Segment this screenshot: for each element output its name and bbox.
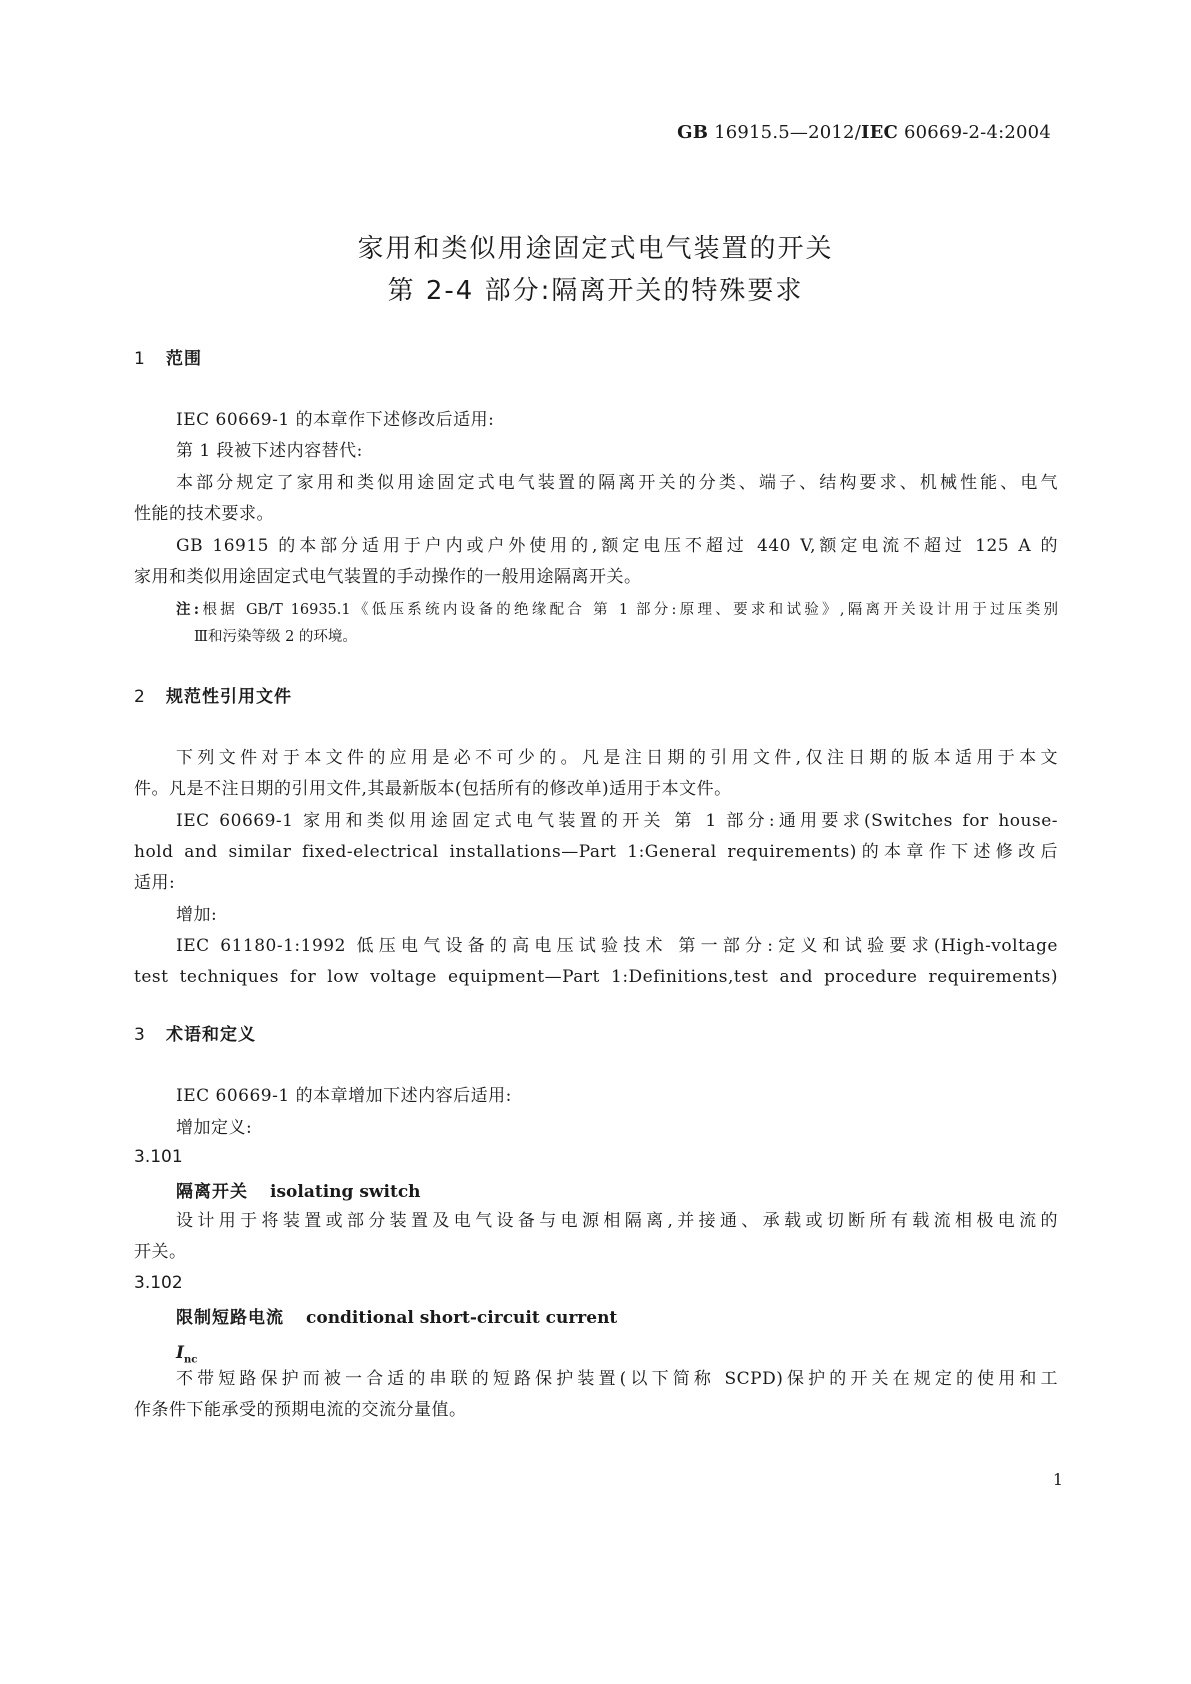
section-title: 范围	[166, 349, 202, 369]
term-en: isolating switch	[270, 1182, 421, 1202]
std-prefix: GB	[677, 122, 709, 143]
paragraph: IEC 60669-1 的本章作下述修改后适用:	[176, 410, 495, 430]
section-title: 术语和定义	[166, 1025, 256, 1045]
term-zh: 限制短路电流	[176, 1308, 284, 1328]
section-number: 2	[134, 687, 146, 707]
note-continuation: Ⅲ和污染等级 2 的环境。	[194, 629, 357, 645]
paragraph: 本部分规定了家用和类似用途固定式电气装置的隔离开关的分类、端子、结构要求、机械性能、电气	[176, 473, 1058, 493]
iec-prefix: IEC	[860, 122, 899, 143]
section-number: 1	[134, 349, 146, 369]
reference-entry: IEC 60669-1 家用和类似用途固定式电气装置的开关 第 1 部分:通用要求(Switches for house-	[176, 811, 1058, 831]
section-title: 规范性引用文件	[166, 687, 292, 707]
definition: 开关。	[134, 1242, 187, 1262]
clause-number: 3.102	[134, 1273, 183, 1293]
paragraph: 第 1 段被下述内容替代:	[176, 441, 363, 461]
reference-entry: hold and similar fixed-electrical installations—Part 1:General requirements)的本章作下述修改后	[134, 842, 1058, 862]
note	[176, 596, 1058, 624]
page-number: 1	[1052, 1470, 1063, 1489]
definition: 作条件下能承受的预期电流的交流分量值。	[134, 1400, 467, 1420]
term-heading	[176, 1177, 421, 1202]
definition: 不带短路保护而被一合适的串联的短路保护装置(以下简称 SCPD)保护的开关在规定的使用和工	[176, 1369, 1058, 1389]
reference-entry: test techniques for low voltage equipment—Part 1:Definitions,test and procedure requirements)	[134, 967, 1058, 987]
term-en: conditional short-circuit current	[306, 1308, 618, 1328]
paragraph: 性能的技术要求。	[134, 504, 274, 524]
iec-number: 60669-2-4:2004	[903, 122, 1051, 143]
paragraph: GB 16915 的本部分适用于户内或户外使用的,额定电压不超过 440 V,额定电流不超过 125 A 的	[176, 536, 1058, 556]
section-3-heading	[134, 1020, 256, 1045]
paragraph: 增加定义:	[176, 1118, 253, 1138]
std-number: 16915.5—2012/	[714, 122, 861, 143]
document-title-line2: 第 2-4 部分:隔离开关的特殊要求	[387, 276, 804, 306]
paragraph: 下列文件对于本文件的应用是必不可少的。凡是注日期的引用文件,仅注日期的版本适用于本文	[176, 748, 1058, 768]
paragraph: IEC 60669-1 的本章增加下述内容后适用:	[176, 1086, 512, 1106]
paragraph: 增加:	[176, 905, 218, 925]
section-number: 3	[134, 1025, 146, 1045]
note-text: 根据 GB/T 16935.1《低压系统内设备的绝缘配合 第 1 部分:原理、要求和试验》,隔离开关设计用于过压类别	[199, 602, 1058, 618]
reference-entry: IEC 61180-1:1992 低压电气设备的高电压试验技术 第一部分:定义和试验要求(High-voltage	[176, 936, 1058, 956]
document-title-line1: 家用和类似用途固定式电气装置的开关	[357, 234, 834, 264]
symbol-subscript: nc	[183, 1354, 198, 1366]
term-heading	[176, 1303, 617, 1328]
paragraph: 件。凡是不注日期的引用文件,其最新版本(包括所有的修改单)适用于本文件。	[134, 779, 732, 799]
section-2-heading	[134, 682, 292, 707]
symbol-letter: I	[176, 1343, 184, 1363]
definition: 设计用于将装置或部分装置及电气设备与电源相隔离,并接通、承载或切断所有载流相极电流的	[176, 1211, 1058, 1231]
paragraph: 家用和类似用途固定式电气装置的手动操作的一般用途隔离开关。	[134, 567, 642, 587]
standard-header	[677, 122, 1051, 143]
reference-entry: 适用:	[134, 873, 176, 893]
term-zh: 隔离开关	[176, 1182, 248, 1202]
note-label: 注:	[176, 601, 200, 618]
clause-number: 3.101	[134, 1147, 183, 1167]
section-1-heading	[134, 344, 202, 369]
